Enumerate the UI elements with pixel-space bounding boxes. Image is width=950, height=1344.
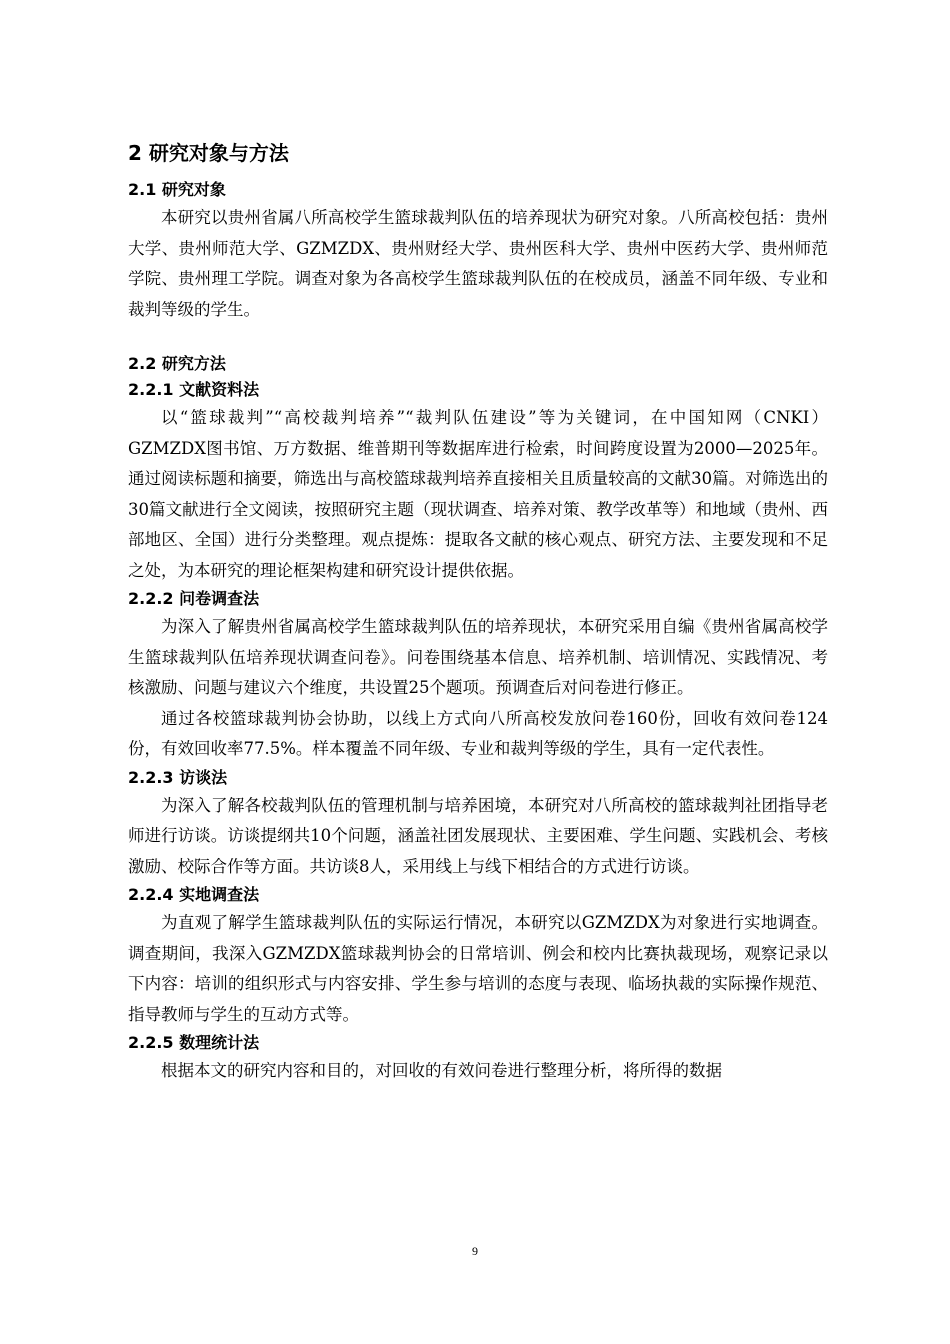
paragraph-statistics: 根据本文的研究内容和目的，对回收的有效问卷进行整理分析，将所得的数据 xyxy=(161,1061,722,1080)
section-heading-2-1: 2.1 研究对象 xyxy=(128,180,226,199)
paragraph-literature-method: 以“篮球裁判”“高校裁判培养”“裁判队伍建设”等为关键词，在中国知网（CNKI）GZMZDX图书馆、万方数据、维普期刊等数据库进行检索，时间跨度设置为2000—2025年。通过阅读标题和摘要，筛选出与高校篮球裁判培养直接相关且质量较高的文献30篇。对筛选出的30篇文献进行全文阅读，按照研究主题（现状调查、培养对策、教学改革等）和地域（贵州、西部地区、全国）进行分类整理。观点提炼：提取各文献的核心观点、研究方法、主要发现和不足之处，为本研究的理论框架构建和研究设计提供依据。 xyxy=(128,408,828,580)
paragraph-questionnaire-2: 通过各校篮球裁判协会协助，以线上方式向八所高校发放问卷160份，回收有效问卷124份，有效回收率77.5%。样本覆盖不同年级、专业和裁判等级的学生，具有一定代表性。 xyxy=(128,708,828,758)
paragraph-research-object: 本研究以贵州省属八所高校学生篮球裁判队伍的培养现状为研究对象。八所高校包括：贵州大学、贵州师范大学、GZMZDX、贵州财经大学、贵州医科大学、贵州中医药大学、贵州师范学院、贵州理工学院。调查对象为各高校学生篮球裁判队伍的在校成员，涵盖不同年级、专业和裁判等级的学生。 xyxy=(128,208,828,319)
page-number: 9 xyxy=(472,1244,478,1258)
subsection-heading-2-2-3: 2.2.3 访谈法 xyxy=(128,767,228,787)
subsection-heading-2-2-4: 2.2.4 实地调查法 xyxy=(128,885,260,904)
subsection-heading-2-2-1: 2.2.1 文献资料法 xyxy=(128,380,260,399)
paragraph-interview: 为深入了解各校裁判队伍的管理机制与培养困境，本研究对八所高校的篮球裁判社团指导老师进行访谈。访谈提纲共10个问题，涵盖社团发展现状、主要困难、学生问题、实践机会、考核激励、校际合作等方面。共访谈8人，采用线上与线下相结合的方式进行访谈。 xyxy=(128,795,828,876)
paragraph-questionnaire-1: 为深入了解贵州省属高校学生篮球裁判队伍的培养现状，本研究采用自编《贵州省属高校学生篮球裁判队伍培养现状调查问卷》。问卷围绕基本信息、培养机制、培训情况、实践情况、考核激励、问题与建议六个维度，共设置25个题项。预调查后对问卷进行修正。 xyxy=(128,617,828,697)
spacer xyxy=(128,325,828,351)
subsection-heading-2-2-5: 2.2.5 数理统计法 xyxy=(128,1033,260,1052)
chapter-heading: 2 研究对象与方法 xyxy=(128,141,289,165)
subsection-heading-2-2-2: 2.2.2 问卷调查法 xyxy=(128,589,260,608)
page-content xyxy=(128,138,828,1087)
section-heading-2-2: 2.2 研究方法 xyxy=(128,354,226,373)
paragraph-field-survey: 为直观了解学生篮球裁判队伍的实际运行情况，本研究以GZMZDX为对象进行实地调查。调查期间，我深入GZMZDX篮球裁判协会的日常培训、例会和校内比赛执裁现场，观察记录以下内容：培训的组织形式与内容安排、学生参与培训的态度与表现、临场执裁的实际操作规范、指导教师与学生的互动方式等。 xyxy=(128,913,828,1024)
